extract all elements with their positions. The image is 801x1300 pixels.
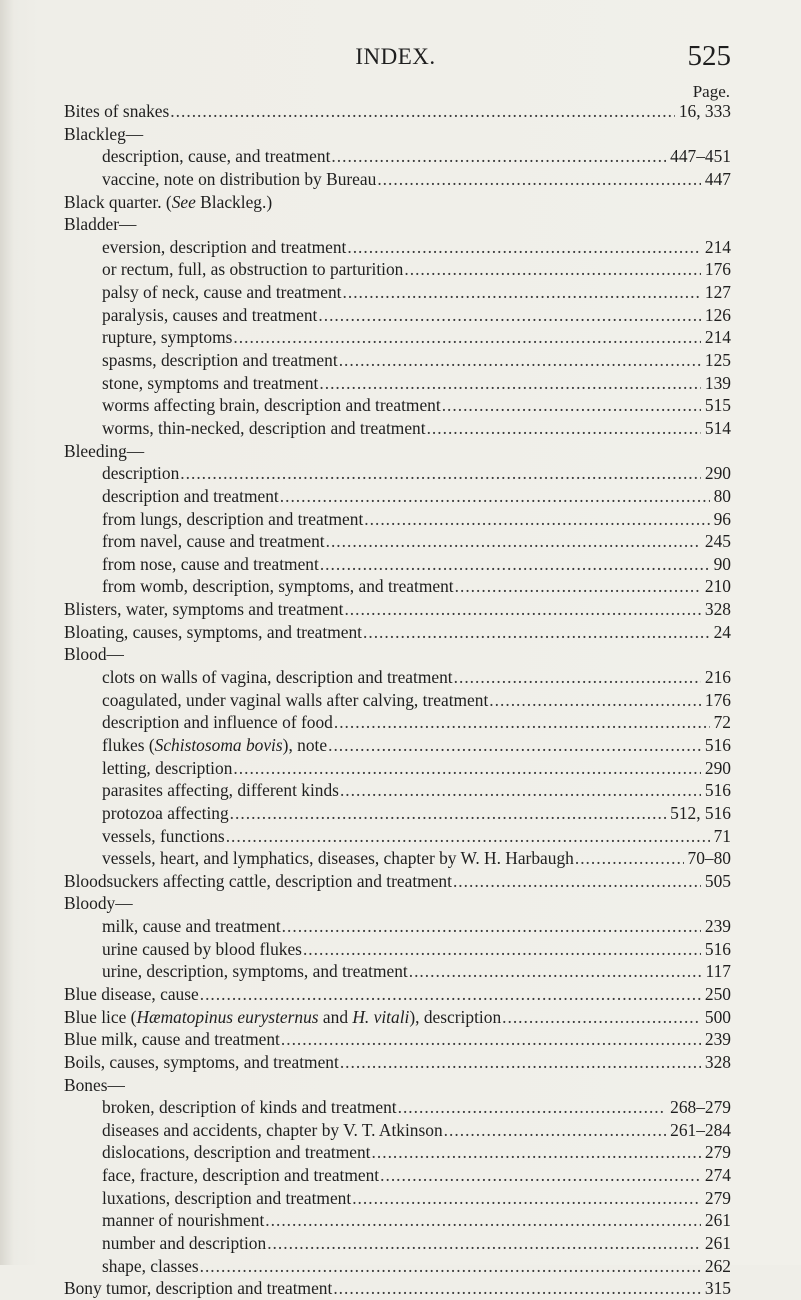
entry-page-ref: 214 (704, 236, 731, 257)
index-subentry (64, 1164, 731, 1187)
leader-dots (233, 757, 701, 780)
leader-dots (319, 372, 701, 395)
index-subentry (64, 281, 731, 304)
entry-text: milk, cause and treatment (102, 916, 281, 937)
entry-page-ref: 214 (704, 327, 731, 348)
entry-text: urine, description, symptoms, and treatment (102, 961, 408, 982)
index-subentry (64, 485, 731, 508)
entry-page-ref: 139 (704, 372, 731, 393)
entry-page-ref: 176 (704, 689, 731, 710)
entry-text: worms, thin-necked, description and treatment (102, 417, 426, 438)
leader-dots (200, 1255, 701, 1278)
index-subentry (64, 711, 731, 734)
entry-page-ref: 70–80 (687, 848, 731, 869)
index-subentry (64, 1232, 731, 1255)
index-subentry (64, 530, 731, 553)
index-subentry (64, 258, 731, 281)
entry-page-ref: 90 (713, 553, 731, 574)
entry-text: letting, description (102, 757, 233, 778)
index-subentry (64, 372, 731, 395)
entry-page-ref: 279 (704, 1142, 731, 1163)
entry-text: vessels, heart, and lymphatics, diseases, chapter by W. H. Harbaugh (102, 848, 574, 869)
entry-page-ref: 328 (704, 599, 731, 620)
leader-dots (280, 485, 710, 508)
index-subentry (64, 575, 731, 598)
entry-text: shape, classes (102, 1255, 199, 1276)
index-entry (64, 1277, 731, 1300)
index-subentry (64, 960, 731, 983)
entry-text: eversion, description and treatment (102, 236, 347, 257)
index-entry (64, 598, 731, 621)
entry-text: from navel, cause and treatment (102, 531, 325, 552)
leader-dots (377, 168, 701, 191)
index-entry (64, 1074, 731, 1097)
entry-text: Blisters, water, symptoms and treatment (64, 599, 344, 620)
index-subentry (64, 168, 731, 191)
entry-text: Blue milk, cause and treatment (64, 1029, 280, 1050)
index-subentry (64, 779, 731, 802)
leader-dots (320, 553, 710, 576)
entry-text: Blue disease, cause (64, 983, 199, 1004)
leader-dots (339, 349, 701, 372)
leader-dots (454, 666, 701, 689)
entry-page-ref: 447–451 (670, 146, 731, 167)
entry-page-ref: 239 (704, 916, 731, 937)
leader-dots (282, 915, 701, 938)
entry-page-ref: 447 (704, 168, 731, 189)
entry-text: Black quarter. (See Blackleg.) (64, 191, 273, 212)
entry-text: paralysis, causes and treatment (102, 304, 318, 325)
index-subentry (64, 394, 731, 417)
leader-dots (363, 621, 710, 644)
index-entry (64, 100, 731, 123)
entry-text: Blue lice (Hæmatopinus eurysternus and H. vitali), description (64, 1006, 502, 1027)
index-subentry (64, 825, 731, 848)
entry-page-ref: 176 (704, 259, 731, 280)
index-subentry (64, 304, 731, 327)
leader-dots (333, 1277, 701, 1300)
entry-page-ref: 516 (704, 938, 731, 959)
page-column-label: Page. (692, 82, 730, 101)
entry-page-ref: 126 (704, 304, 731, 325)
index-entry (64, 870, 731, 893)
entry-page-ref: 262 (704, 1255, 731, 1276)
leader-dots (502, 1006, 701, 1029)
entry-page-ref: 515 (704, 395, 731, 416)
index-entry (64, 440, 731, 463)
entry-page-ref: 210 (704, 576, 731, 597)
index-subentry (64, 938, 731, 961)
entry-text: Bladder— (64, 214, 137, 235)
leader-dots (343, 281, 701, 304)
entry-text: from nose, cause and treatment (102, 553, 319, 574)
index-subentry (64, 1119, 731, 1142)
leader-dots (364, 508, 709, 531)
leader-dots (398, 1096, 667, 1119)
leader-dots (334, 711, 710, 734)
leader-dots (281, 1028, 701, 1051)
entry-text: description, cause, and treatment (102, 146, 331, 167)
entry-page-ref: 268–279 (670, 1097, 731, 1118)
entry-page-ref: 71 (713, 825, 731, 846)
index-subentry (64, 734, 731, 757)
index-subentry (64, 326, 731, 349)
index-subentry (64, 1141, 731, 1164)
leader-dots (489, 689, 701, 712)
leader-dots (404, 258, 701, 281)
entry-text: clots on walls of vagina, description and treatment (102, 667, 453, 688)
index-subentry (64, 1096, 731, 1119)
entry-text: flukes (Schistosoma bovis), note (102, 734, 328, 755)
leader-dots (180, 462, 701, 485)
leader-dots (233, 326, 700, 349)
index-subentry (64, 666, 731, 689)
leader-dots (328, 734, 701, 757)
entry-text: description and treatment (102, 485, 279, 506)
leader-dots (347, 236, 701, 259)
entry-text: palsy of neck, cause and treatment (102, 282, 342, 303)
entry-page-ref: 328 (704, 1051, 731, 1072)
leader-dots (170, 100, 675, 123)
index-subentry (64, 553, 731, 576)
entry-page-ref: 500 (704, 1006, 731, 1027)
entry-page-ref: 127 (704, 282, 731, 303)
entry-text: spasms, description and treatment (102, 350, 338, 371)
entry-text: Bloody— (64, 893, 133, 914)
entry-text: luxations, description and treatment (102, 1187, 352, 1208)
leader-dots (331, 145, 666, 168)
entry-page-ref: 245 (704, 531, 731, 552)
leader-dots (265, 1209, 701, 1232)
entry-page-ref: 72 (713, 712, 731, 733)
entry-page-ref: 117 (705, 961, 731, 982)
entry-page-ref: 96 (713, 508, 731, 529)
index-subentry (64, 757, 731, 780)
entry-text: broken, description of kinds and treatment (102, 1097, 397, 1118)
entry-page-ref: 250 (704, 983, 731, 1004)
entry-text: coagulated, under vaginal walls after calving, treatment (102, 689, 489, 710)
leader-dots (409, 960, 702, 983)
index-subentry (64, 417, 731, 440)
entry-page-ref: 16, 333 (678, 101, 731, 121)
entry-page-ref: 261 (704, 1233, 731, 1254)
leader-dots (442, 394, 701, 417)
leader-dots (226, 825, 710, 848)
leader-dots (444, 1119, 666, 1142)
index-entries (64, 100, 731, 1300)
entry-text: Bites of snakes (64, 101, 170, 121)
leader-dots (326, 530, 701, 553)
leader-dots (267, 1232, 701, 1255)
entry-text: or rectum, full, as obstruction to parturition (102, 259, 404, 280)
page-header (60, 40, 731, 74)
leader-dots (455, 575, 701, 598)
leader-dots (352, 1187, 701, 1210)
index-entry (64, 983, 731, 1006)
entry-text: dislocations, description and treatment (102, 1142, 371, 1163)
index-entry (64, 1028, 731, 1051)
entry-text: Bones— (64, 1074, 125, 1095)
leader-dots (340, 1051, 701, 1074)
leader-dots (200, 983, 701, 1006)
index-subentry (64, 802, 731, 825)
leader-dots (303, 938, 701, 961)
entry-page-ref: 80 (713, 485, 731, 506)
entry-page-ref: 505 (704, 870, 731, 891)
leader-dots (372, 1141, 701, 1164)
entry-text: manner of nourishment (102, 1210, 265, 1231)
entry-text: parasites affecting, different kinds (102, 780, 339, 801)
leader-dots (340, 779, 701, 802)
entry-page-ref: 290 (704, 463, 731, 484)
entry-text: description (102, 463, 180, 484)
entry-text: from womb, description, symptoms, and treatment (102, 576, 454, 597)
index-subentry (64, 462, 731, 485)
entry-page-ref: 279 (704, 1187, 731, 1208)
entry-text: Bloodsuckers affecting cattle, description and treatment (64, 870, 452, 891)
index-entry (64, 1006, 731, 1029)
entry-text: stone, symptoms and treatment (102, 372, 319, 393)
index-subentry (64, 236, 731, 259)
entry-page-ref: 125 (704, 350, 731, 371)
index-subentry (64, 1255, 731, 1278)
entry-page-ref: 512, 516 (670, 802, 731, 823)
index-subentry (64, 689, 731, 712)
index-entry (64, 643, 731, 666)
leader-dots (230, 802, 666, 825)
entry-page-ref: 516 (704, 734, 731, 755)
entry-text: number and description (102, 1233, 267, 1254)
leader-dots (318, 304, 701, 327)
entry-text: protozoa affecting (102, 802, 229, 823)
entry-text: rupture, symptoms (102, 327, 233, 348)
header-page-number: 525 (687, 40, 731, 72)
index-subentry (64, 1187, 731, 1210)
entry-text: vaccine, note on distribution by Bureau (102, 168, 377, 189)
entry-page-ref: 239 (704, 1029, 731, 1050)
index-entry (64, 621, 731, 644)
entry-text: urine caused by blood flukes (102, 938, 302, 959)
index-entry (64, 191, 731, 214)
entry-text: Bony tumor, description and treatment (64, 1278, 333, 1299)
header-title: INDEX. (355, 44, 436, 69)
entry-text: vessels, functions (102, 825, 225, 846)
leader-dots (380, 1164, 701, 1187)
leader-dots (427, 417, 701, 440)
entry-page-ref: 24 (713, 621, 731, 642)
entry-page-ref: 261 (704, 1210, 731, 1231)
entry-text: face, fracture, description and treatment (102, 1165, 380, 1186)
entry-page-ref: 516 (704, 780, 731, 801)
entry-text: description and influence of food (102, 712, 333, 733)
leader-dots (344, 598, 700, 621)
index-subentry (64, 915, 731, 938)
leader-dots (575, 847, 684, 870)
entry-text: Bloating, causes, symptoms, and treatment (64, 621, 363, 642)
entry-text: from lungs, description and treatment (102, 508, 364, 529)
index-subentry (64, 349, 731, 372)
entry-page-ref: 274 (704, 1165, 731, 1186)
entry-page-ref: 514 (704, 417, 731, 438)
index-subentry (64, 1209, 731, 1232)
entry-text: worms affecting brain, description and treatment (102, 395, 441, 416)
entry-text: Boils, causes, symptoms, and treatment (64, 1051, 339, 1072)
entry-text: Blackleg— (64, 123, 144, 144)
entry-text: diseases and accidents, chapter by V. T. Atkinson (102, 1119, 443, 1140)
index-entry (64, 213, 731, 236)
entry-page-ref: 261–284 (670, 1119, 731, 1140)
index-entry (64, 123, 731, 146)
entry-page-ref: 216 (704, 667, 731, 688)
index-entry (64, 1051, 731, 1074)
index-entry (64, 892, 731, 915)
entry-text: Bleeding— (64, 440, 145, 461)
entry-text: Blood— (64, 644, 124, 665)
index-subentry (64, 847, 731, 870)
entry-page-ref: 290 (704, 757, 731, 778)
entry-page-ref: 315 (704, 1278, 731, 1299)
index-subentry (64, 508, 731, 531)
index-subentry (64, 145, 731, 168)
leader-dots (453, 870, 701, 893)
